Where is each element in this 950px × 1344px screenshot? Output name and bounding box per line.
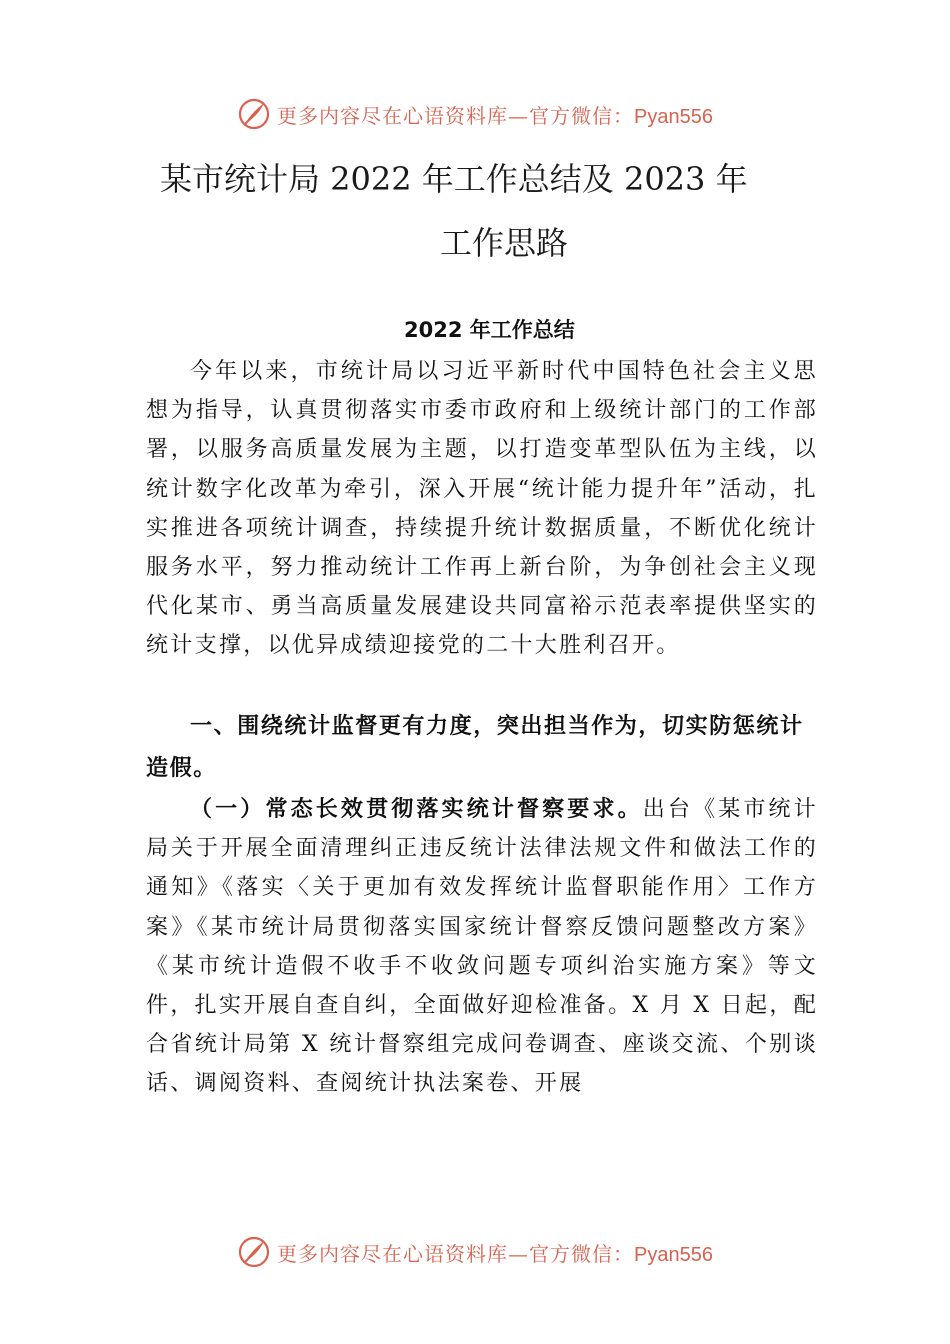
watermark-bottom xyxy=(0,1232,950,1272)
intro-paragraph: 今年以来，市统计局以习近平新时代中国特色社会主义思想为指导，认真贯彻落实市委市政府和上级统计部门的工作部署，以服务高质量发展为主题，以打造变革型队伍为主线，以统计数字化改革为牵引，深入开展“统计能力提升年”活动，扎实推进各项统计调查，持续提升统计数据质量，不断优化统计服务水平，努力推动统计工作再上新台阶，为争创社会主义现代化某市、勇当高质量发展建设共同富裕示范表率提供坚实的统计支撑，以优异成绩迎接党的二十大胜利召开。 xyxy=(146,359,818,659)
document-title-line-2: 工作思路 xyxy=(440,224,569,262)
watermark-text: 更多内容尽在心语资料库—官方微信：Pyan556 xyxy=(277,1241,713,1266)
sub-paragraph-body: 出台《某市统计局关于开展全面清理纠正违反统计法律法规文件和做法工作的通知》《落实〈关于更加有效发挥统计监督职能作用〉工作方案》《某市统计局贯彻落实国家统计督察反馈问题整改方案》《某市统计造假不收手不收敛问题专项纠治实施方案》等文件，扎实开展自查自纠，全面做好迎检准备。X 月 X 日起，配合省统计局第 X 统计督察组完成问卷调查、座谈交流、个别谈话、调阅资料、查阅统计执法案卷、开展 xyxy=(146,797,818,1097)
quill-seal-icon xyxy=(237,97,271,131)
sub-section-paragraph xyxy=(146,790,818,1104)
heading-1: 一、围绕统计监督更有力度，突出担当作为，切实防惩统计造假。 xyxy=(146,714,804,781)
sub-heading-1: （一）常态长效贯彻落实统计督察要求。 xyxy=(190,796,643,822)
section-title: 2022 年工作总结 xyxy=(404,318,575,342)
watermark-text: 更多内容尽在心语资料库—官方微信：Pyan556 xyxy=(277,103,713,128)
quill-seal-icon xyxy=(237,1235,271,1269)
watermark-top xyxy=(0,94,950,134)
document-title-line-1: 某市统计局 2022 年工作总结及 2023 年 xyxy=(160,160,748,198)
